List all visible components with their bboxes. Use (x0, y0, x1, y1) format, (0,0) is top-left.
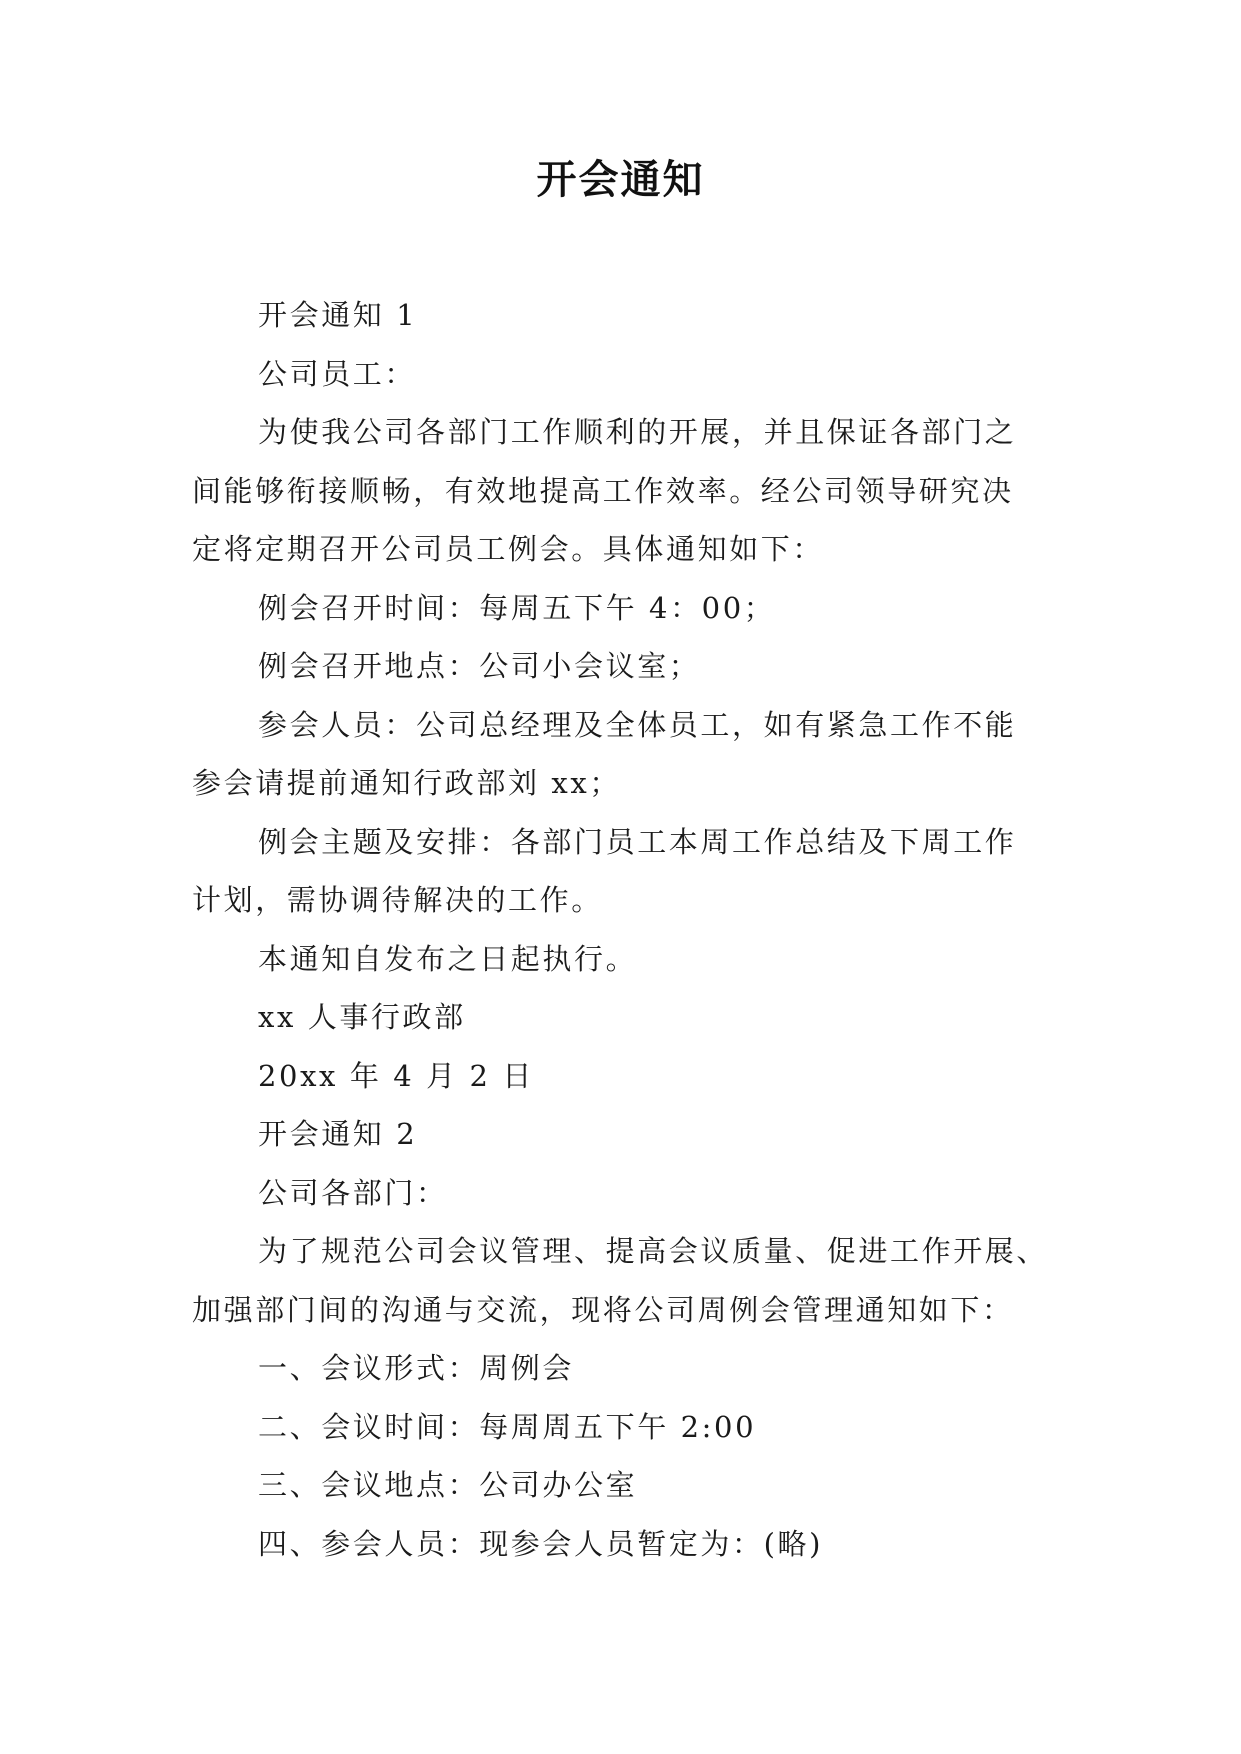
text-line: 例会召开时间：每周五下午 4：00； (258, 590, 776, 625)
heading-notice-2 (192, 1105, 1052, 1164)
signature-department (192, 988, 1052, 1047)
meeting-agenda (192, 813, 1052, 930)
text-line: 参会人员：公司总经理及全体员工，如有紧急工作不能 (258, 707, 1017, 742)
text-line: 计划，需协调待解决的工作。 (192, 883, 603, 917)
text-line: 一、会议形式：周例会 (258, 1351, 575, 1385)
paragraph-purpose-2 (192, 1222, 1052, 1339)
text-line: 例会主题及安排：各部门员工本周工作总结及下周工作 (258, 824, 1017, 859)
text-line: 定将定期召开公司员工例会。具体通知如下： (192, 532, 825, 566)
heading-notice-1 (192, 286, 1052, 345)
item-meeting-location (192, 1456, 1052, 1515)
document-title: 开会通知 (536, 157, 705, 203)
item-meeting-form (192, 1339, 1052, 1398)
text-line: 加强部门间的沟通与交流，现将公司周例会管理通知如下： (192, 1292, 1014, 1327)
text-line: 开会通知 1 (258, 298, 418, 332)
item-meeting-time (192, 1398, 1052, 1457)
text-line: xx 人事行政部 (258, 1000, 466, 1034)
text-line: 为使我公司各部门工作顺利的开展，并且保证各部门之 (258, 415, 1017, 449)
text-line: 开会通知 2 (258, 1117, 418, 1151)
text-line: 三、会议地点：公司办公室 (258, 1468, 638, 1502)
item-meeting-attendees (192, 1515, 1052, 1574)
text-line: 参会请提前通知行政部刘 xx； (192, 766, 621, 800)
text-line: 公司员工： (258, 356, 417, 391)
text-line: 间能够衔接顺畅，有效地提高工作效率。经公司领导研究决 (192, 473, 1014, 508)
text-line: 例会召开地点：公司小会议室； (258, 649, 701, 683)
meeting-time (192, 579, 1052, 638)
salutation-departments (192, 1164, 1052, 1223)
text-line: 公司各部门： (258, 1175, 448, 1210)
text-line: 20xx 年 4 月 2 日 (258, 1058, 535, 1093)
meeting-location (192, 637, 1052, 696)
text-line: 为了规范公司会议管理、提高会议质量、促进工作开展、 (258, 1234, 1049, 1268)
salutation-staff (192, 345, 1052, 404)
text-line: 四、参会人员：现参会人员暂定为：(略) (258, 1526, 824, 1561)
paragraph-purpose (192, 403, 1052, 579)
document-body (192, 286, 1052, 1573)
effective-statement (192, 930, 1052, 989)
signature-date (192, 1047, 1052, 1106)
text-line: 二、会议时间：每周周五下午 2:00 (258, 1409, 757, 1444)
text-line: 本通知自发布之日起执行。 (258, 941, 638, 976)
meeting-attendees (192, 696, 1052, 813)
